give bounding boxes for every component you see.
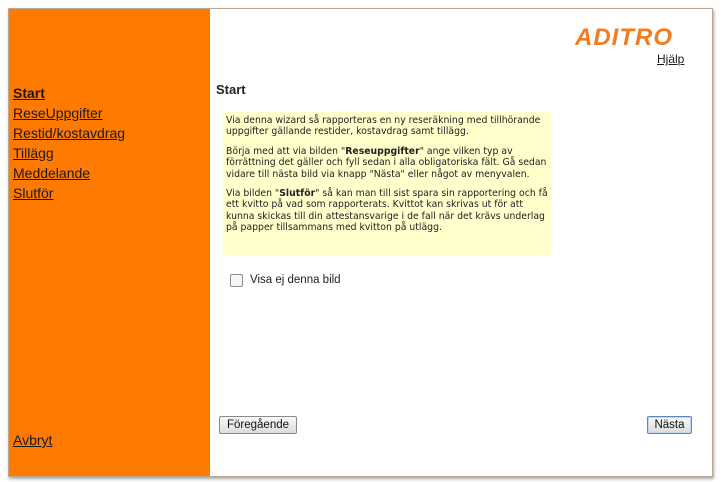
nav-link-slutfor[interactable]: Slutför <box>13 185 54 201</box>
nav-item-restid-kostavdrag[interactable] <box>13 123 125 143</box>
nav-item-slutfor[interactable] <box>13 183 125 203</box>
nav-item-start[interactable] <box>13 83 125 103</box>
nav-link-tillagg[interactable]: Tillägg <box>13 145 54 161</box>
help-link[interactable]: Hjälp <box>657 52 685 66</box>
cancel-link[interactable]: Avbryt <box>13 432 53 448</box>
nav-item-meddelande[interactable] <box>13 163 125 183</box>
nav-item-reseuppgifter[interactable] <box>13 103 125 123</box>
next-button[interactable]: Nästa <box>647 416 692 434</box>
info-paragraph-1: Via denna wizard så rapporteras en ny reseräkning med tillhörande uppgifter gällande restider, kostavdrag samt tillägg. <box>226 115 541 138</box>
aditro-logo <box>575 24 687 52</box>
info-paragraph-2: Börja med att via bilden "Reseuppgifter" ange vilken typ av förrättning det gäller och fyll sedan i alla obligatoriska fält. Gå sedan vidare till nästa bild via knapp "Nästa" eller något av menyvalen. <box>226 145 547 180</box>
info-box <box>223 112 551 256</box>
hide-page-label[interactable]: Visa ej denna bild <box>250 274 341 286</box>
nav-link-meddelande[interactable]: Meddelande <box>13 165 91 181</box>
svg-text:ADITRO: ADITRO <box>575 24 673 48</box>
hide-page-checkbox[interactable] <box>230 274 243 287</box>
nav-link-reseuppgifter[interactable]: ReseUppgifter <box>13 105 103 121</box>
nav-item-tillagg[interactable] <box>13 143 125 163</box>
wizard-nav <box>13 83 125 203</box>
wizard-window <box>8 8 713 477</box>
nav-link-start[interactable]: Start <box>13 85 45 101</box>
previous-button[interactable]: Föregående <box>219 416 297 434</box>
nav-link-restid-kostavdrag[interactable]: Restid/kostavdrag <box>13 125 126 141</box>
info-paragraph-3: Via bilden "Slutför" så kan man till sist spara sin rapportering och få ett kvitto på vad som rapporterats. Kvittot kan skrivas ut för att kunna skickas till din attestansvarige i de fall när det krävs underlag på papper tillsammans med kvitton på utlägg. <box>226 188 548 234</box>
sidebar <box>9 9 210 476</box>
page-title: Start <box>216 82 246 97</box>
